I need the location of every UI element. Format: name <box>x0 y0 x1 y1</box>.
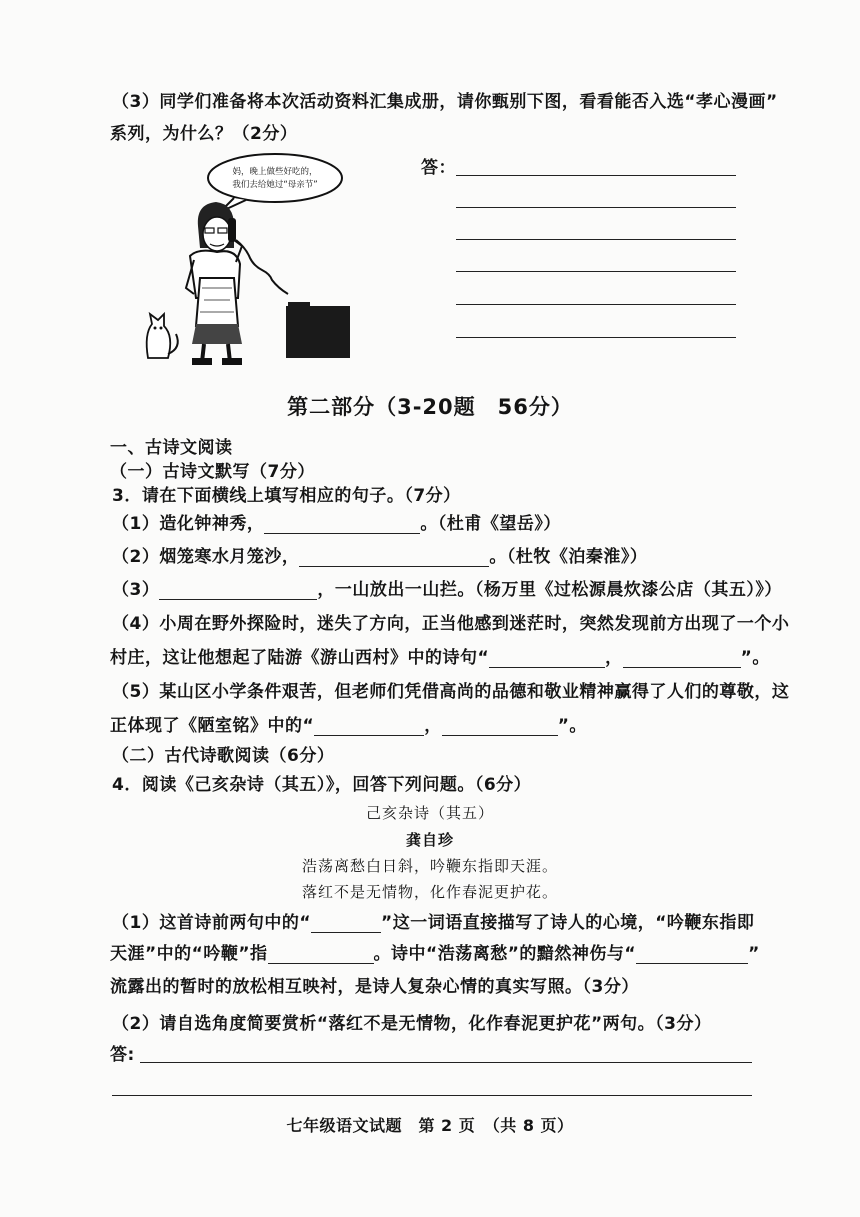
fill-item-text: 村庄，这让他想起了陆游《游山西村》中的诗句“ <box>110 648 490 668</box>
question-text: 天涯”中的“吟鞭”指 <box>110 944 268 964</box>
fill-item-text: （2）烟笼寒水月笼沙， <box>112 547 300 567</box>
fill-item-5-line2 <box>110 716 587 736</box>
q3-answer-line[interactable] <box>456 239 736 240</box>
fill-item-text: ，一山放出一山拦。（杨万里《过松源晨炊漆公店（其五）》） <box>317 580 782 600</box>
poem-title: 己亥杂诗（其五） <box>365 804 494 822</box>
subsection-title: （一）古诗文默写（7分） <box>110 462 315 482</box>
fill-blank[interactable] <box>442 719 558 736</box>
q3-answer-line[interactable] <box>456 337 736 338</box>
question-title: 4．阅读《己亥杂诗（其五）》，回答下列问题。（6分） <box>112 775 532 795</box>
fill-item-text: 。（杜甫《望岳》） <box>420 514 561 534</box>
q3-prompt-line1: （3）同学们准备将本次活动资料汇集成册，请你甄别下图，看看能否入选“孝心漫画” <box>112 92 778 112</box>
fill-item-text: 正体现了《陋室铭》中的“ <box>110 716 315 736</box>
cartoon-drawing <box>138 148 368 370</box>
fill-item-3 <box>112 580 782 600</box>
q4-answer-line[interactable] <box>112 1095 752 1096</box>
q4-part1-line2 <box>110 944 760 964</box>
fill-item-text: ， <box>424 716 442 736</box>
page-footer: 七年级语文试题 第 2 页 （共 8 页） <box>286 1116 574 1135</box>
question-text: （1）这首诗前两句中的“ <box>112 913 312 933</box>
fill-blank[interactable] <box>489 651 605 668</box>
question-text: ” <box>748 944 760 964</box>
fill-blank[interactable] <box>623 651 741 668</box>
fill-blank[interactable] <box>311 916 381 933</box>
bubble-text-1: 妈，晚上做些好吃的， <box>232 167 318 177</box>
q4-part1-line1 <box>112 913 754 933</box>
q3-prompt-line2: 系列，为什么？（2分） <box>110 124 298 144</box>
poem-line: 落红不是无情物，化作春泥更护花。 <box>301 883 558 901</box>
q3-answer-line[interactable] <box>456 271 736 272</box>
q4-part2: （2）请自选角度简要赏析“落红不是无情物，化作春泥更护花”两句。（3分） <box>112 1014 712 1034</box>
subsection-title: （二）古代诗歌阅读（6分） <box>112 746 335 766</box>
fill-item-1 <box>112 514 561 534</box>
fill-item-text: ”。 <box>740 648 770 668</box>
fill-blank[interactable] <box>299 550 489 567</box>
question-text: ”这一词语直接描写了诗人的心境，“吟鞭东指即 <box>381 913 755 933</box>
fill-blank[interactable] <box>264 517 420 534</box>
q3-answer-label: 答： <box>421 158 456 178</box>
cartoon-image <box>138 148 368 370</box>
q4-answer-label: 答: <box>110 1045 135 1065</box>
fill-item-text: （1）造化钟神秀， <box>112 514 265 534</box>
fill-blank[interactable] <box>268 947 374 964</box>
fill-item-text: （3） <box>112 580 160 600</box>
fill-item-2 <box>112 547 647 567</box>
fill-item-4-line2 <box>110 648 770 668</box>
fill-item-4-line1: （4）小周在野外探险时，迷失了方向，正当他感到迷茫时，突然发现前方出现了一个小 <box>112 614 790 634</box>
q3-answer-line[interactable] <box>456 175 736 176</box>
fill-item-text: 。（杜牧《泊秦淮》） <box>489 547 648 567</box>
fill-blank[interactable] <box>159 583 317 600</box>
fill-blank[interactable] <box>636 947 748 964</box>
fill-blank[interactable] <box>314 719 424 736</box>
fill-item-5-line1: （5）某山区小学条件艰苦，但老师们凭借高尚的品德和敬业精神赢得了人们的尊敬，这 <box>112 682 790 702</box>
fill-item-text: ， <box>605 648 623 668</box>
poem-line: 浩荡离愁白日斜，吟鞭东指即天涯。 <box>301 857 558 875</box>
poem-author: 龚自珍 <box>405 831 454 849</box>
bubble-text-2: 我们去给她过“母亲节” <box>232 180 318 190</box>
q3-answer-line[interactable] <box>456 207 736 208</box>
q4-part1-line3: 流露出的暂时的放松相互映衬，是诗人复杂心情的真实写照。（3分） <box>110 977 639 997</box>
section-title: 一、古诗文阅读 <box>110 438 233 458</box>
q4-answer-line[interactable] <box>140 1062 752 1063</box>
q3-answer-line[interactable] <box>456 304 736 305</box>
fill-item-text: ”。 <box>557 716 587 736</box>
question-text: 。诗中“浩荡离愁”的黯然神伤与“ <box>373 944 637 964</box>
question-title: 3．请在下面横线上填写相应的句子。（7分） <box>112 486 461 506</box>
part-title: 第二部分（3-20题 56分） <box>287 395 573 419</box>
